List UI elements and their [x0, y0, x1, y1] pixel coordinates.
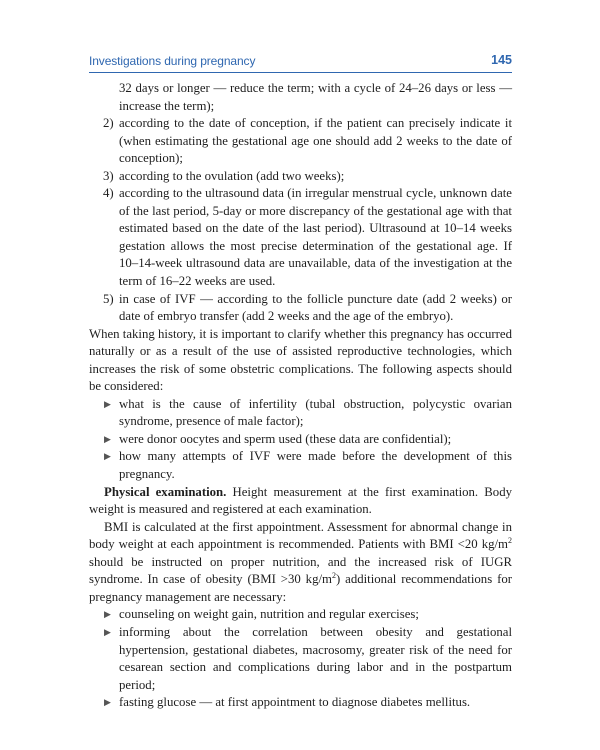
item-text: according to the ovulation (add two weeks);	[119, 168, 345, 183]
history-paragraph: When taking history, it is important to clarify whether this pregnancy has occurred naturally or as a result of the use of assisted reproductive technologies, which increases the risk of some obstetric complications. The following aspects should be considered:	[89, 326, 512, 394]
triangle-bullet-icon: ▶	[104, 626, 111, 637]
numbered-item	[89, 291, 512, 326]
bullet-text: counseling on weight gain, nutrition and regular exercises;	[119, 607, 419, 622]
bmi-text-part2: should be instructed on proper nutrition, and the increased risk of IUGR syndrome. In case of obesity (BMI >30 kg/m	[89, 554, 512, 587]
bullet-text: informing about the correlation between obesity and gestational hypertension, gestational diabetes, macrosomy, greater risk of the need for cesarean section and complications during labor and in the postpartum period;	[119, 624, 512, 692]
bmi-bullet	[89, 694, 512, 712]
physical-exam-text: Height measurement at the first examination. Body weight is measured and registered at each examination.	[89, 484, 512, 517]
running-header	[89, 53, 512, 73]
history-bullet	[89, 448, 512, 483]
bmi-text-part1: BMI is calculated at the first appointment. Assessment for abnormal change in body weight at each appointment is recommended. Patients with BMI <20 kg/m	[89, 519, 512, 552]
bmi-paragraph	[89, 519, 512, 607]
bmi-text-part3: ) additional recommendations for pregnancy management are necessary:	[89, 572, 512, 604]
history-bullet	[89, 396, 512, 431]
bmi-bullet	[89, 606, 512, 624]
list-continuation: 32 days or longer — reduce the term; with a cycle of 24–26 days or less — increase the term);	[119, 81, 512, 113]
history-bullet	[89, 431, 512, 449]
item-number: 2)	[103, 116, 114, 131]
item-text: according to the date of conception, if the patient can precisely indicate it (when estimating the gestational age one should add 2 weeks to the date of conception);	[119, 116, 512, 166]
physical-exam-paragraph	[89, 484, 512, 519]
numbered-item	[89, 168, 512, 186]
superscript-2: 2	[331, 571, 336, 581]
triangle-bullet-icon: ▶	[104, 451, 111, 462]
bmi-bullet	[89, 624, 512, 694]
page-number: 145	[491, 53, 512, 67]
superscript-2: 2	[508, 536, 512, 546]
bullet-text: fasting glucose — at first appointment to diagnose diabetes mellitus.	[119, 695, 471, 710]
item-number: 3)	[103, 168, 114, 183]
item-text: according to the ultrasound data (in irregular menstrual cycle, unknown date of the last period, 5-day or more discrepancy of the gestational age with that estimated based on the date of the last period). Ultrasound at 10–14 weeks gestation allows the most precise determination of the gestational age. If 10–14-week ultrasound data are unavailable, data of the investigation at the term of 16–22 weeks are used.	[119, 186, 512, 289]
item-text: in case of IVF — according to the follicle puncture date (add 2 weeks) or date of embryo transfer (add 2 weeks and the age of the embryo).	[119, 291, 512, 324]
header-rule	[89, 72, 512, 73]
triangle-bullet-icon: ▶	[104, 697, 111, 708]
bullet-text: how many attempts of IVF were made before the development of this pregnancy.	[119, 449, 512, 482]
numbered-item	[89, 185, 512, 290]
triangle-bullet-icon: ▶	[104, 398, 111, 409]
physical-exam-heading: Physical examination.	[104, 484, 227, 499]
bullet-text: what is the cause of infertility (tubal obstruction, polycystic ovarian syndrome, presence of male factor);	[119, 396, 512, 429]
running-title: Investigations during pregnancy	[89, 54, 256, 68]
item-number: 5)	[103, 291, 114, 306]
numbered-item	[89, 115, 512, 168]
bullet-text: were donor oocytes and sperm used (these data are confidential);	[119, 431, 452, 446]
page-content	[89, 80, 512, 712]
triangle-bullet-icon: ▶	[104, 609, 111, 620]
triangle-bullet-icon: ▶	[104, 433, 111, 444]
item-number: 4)	[103, 186, 114, 201]
